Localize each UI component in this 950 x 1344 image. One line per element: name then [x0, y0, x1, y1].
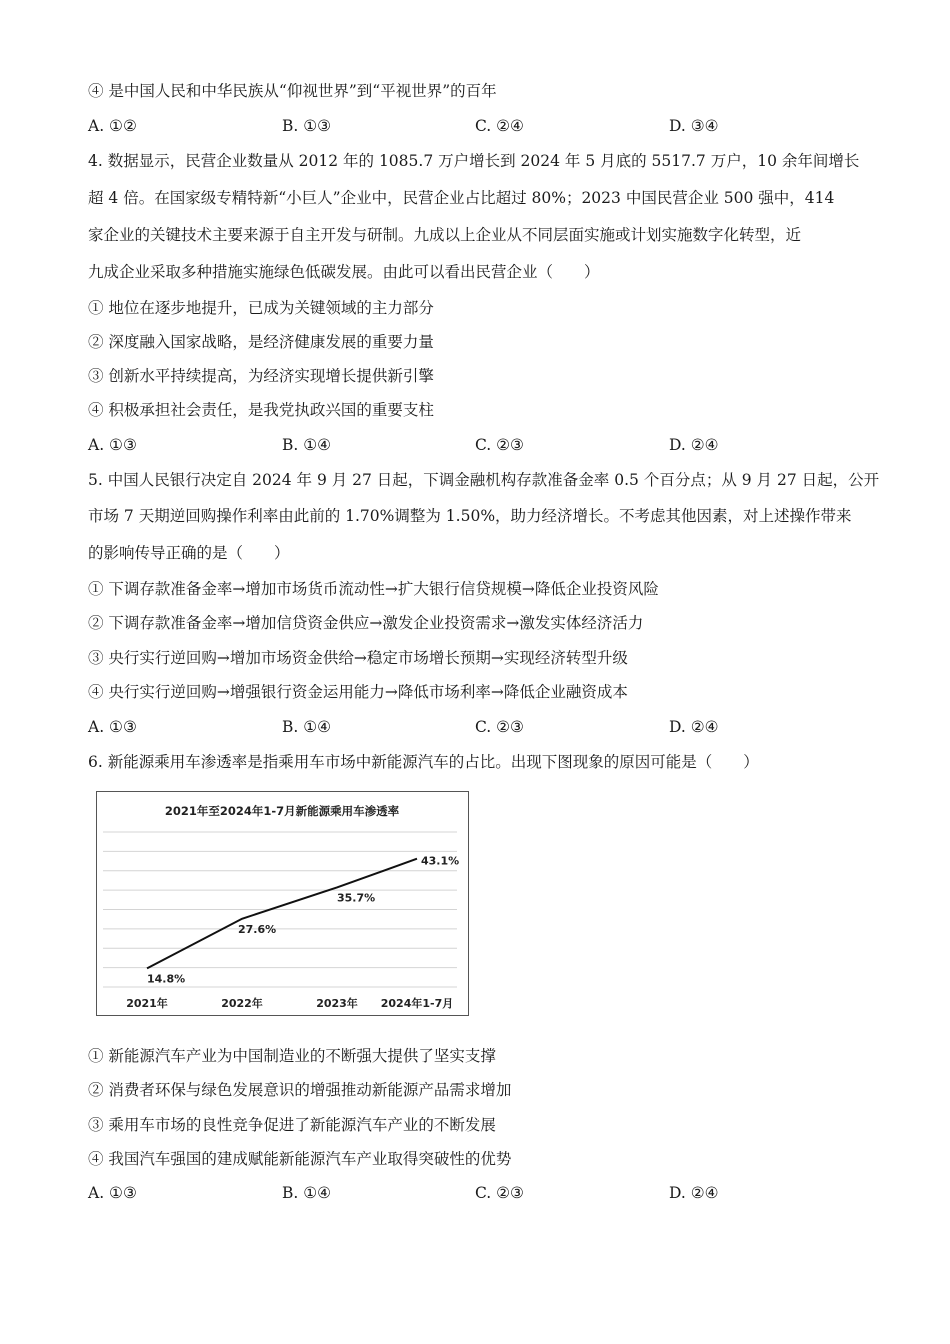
- q5-item-1: ① 下调存款准备金率→增加市场货币流动性→扩大银行信贷规模→降低企业投资风险: [88, 580, 659, 598]
- q5-option-b[interactable]: B. ①④: [282, 718, 332, 736]
- chart-x-tick-label: 2021年: [126, 997, 168, 1010]
- q6-item-4: ④ 我国汽车强国的建成赋能新能源汽车产业取得突破性的优势: [88, 1150, 512, 1168]
- q4-item-4: ④ 积极承担社会责任，是我党执政兴国的重要支柱: [88, 401, 434, 419]
- q6-option-b[interactable]: B. ①④: [282, 1184, 332, 1202]
- q6-option-d[interactable]: D. ②④: [669, 1184, 719, 1202]
- q5-item-2: ② 下调存款准备金率→增加信贷资金供应→激发企业投资需求→激发实体经济活力: [88, 614, 644, 632]
- q6-item-1: ① 新能源汽车产业为中国制造业的不断强大提供了坚实支撑: [88, 1047, 496, 1065]
- chart-data-labels: [147, 855, 459, 986]
- q5-stem-line-3: 的影响传导正确的是（ ）: [88, 544, 290, 562]
- chart-data-label: 14.8%: [147, 972, 186, 986]
- q6-option-a[interactable]: A. ①③: [88, 1184, 137, 1202]
- q5-stem-line-1: 5. 中国人民银行决定自 2024 年 9 月 27 日起，下调金融机构存款准备金率 0.5 个百分点；从 9 月 27 日起，公开: [88, 471, 880, 489]
- chart-x-tick-label: 2022年: [221, 997, 263, 1010]
- q5-option-d[interactable]: D. ②④: [669, 718, 719, 736]
- q4-item-2: ② 深度融入国家战略，是经济健康发展的重要力量: [88, 333, 434, 351]
- q5-option-c[interactable]: C. ②③: [475, 718, 524, 736]
- q3-option-d[interactable]: D. ③④: [669, 117, 719, 135]
- q4-option-b[interactable]: B. ①④: [282, 436, 332, 454]
- q6-option-c[interactable]: C. ②③: [475, 1184, 524, 1202]
- q5-stem-line-2: 市场 7 天期逆回购操作利率由此前的 1.70%调整为 1.50%，助力经济增长。不考虑其他因素，对上述操作带来: [88, 507, 852, 525]
- q6-stem: 6. 新能源乘用车渗透率是指乘用车市场中新能源汽车的占比。出现下图现象的原因可能是（ ）: [88, 753, 759, 771]
- q3-option-a[interactable]: A. ①②: [88, 117, 137, 135]
- q3-item-4: ④ 是中国人民和中华民族从“仰视世界”到“平视世界”的百年: [88, 82, 497, 100]
- chart-data-label: 43.1%: [421, 854, 460, 868]
- q3-options: [88, 115, 878, 137]
- q4-option-d[interactable]: D. ②④: [669, 436, 719, 454]
- chart-x-ticks: [126, 996, 453, 1010]
- q5-option-a[interactable]: A. ①③: [88, 718, 137, 736]
- q4-item-3: ③ 创新水平持续提高，为经济实现增长提供新引擎: [88, 367, 434, 385]
- chart-x-tick-label: 2023年: [316, 997, 358, 1010]
- q5-options: [88, 716, 878, 738]
- q3-option-c[interactable]: C. ②④: [475, 117, 524, 135]
- penetration-line-chart: [96, 791, 469, 1016]
- q6-options: [88, 1182, 878, 1204]
- q3-option-b[interactable]: B. ①③: [282, 117, 332, 135]
- q4-stem-line-1: 4. 数据显示，民营企业数量从 2012 年的 1085.7 万户增长到 2024 年 5 月底的 5517.7 万户，10 余年间增长: [88, 152, 860, 170]
- q4-options: [88, 434, 878, 456]
- chart-canvas: [97, 792, 468, 1015]
- q4-stem-line-2: 超 4 倍。在国家级专精特新“小巨人”企业中，民营企业占比超过 80%；2023 中国民营企业 500 强中，414: [88, 189, 835, 207]
- q4-option-a[interactable]: A. ①③: [88, 436, 137, 454]
- chart-series-line: [147, 859, 417, 969]
- q4-stem-line-3: 家企业的关键技术主要来源于自主开发与研制。九成以上企业从不同层面实施或计划实施数字化转型，近: [88, 226, 802, 244]
- q5-item-4: ④ 央行实行逆回购→增强银行资金运用能力→降低市场利率→降低企业融资成本: [88, 683, 628, 701]
- q4-item-1: ① 地位在逐步地提升，已成为关键领域的主力部分: [88, 299, 434, 317]
- chart-data-label: 27.6%: [238, 922, 277, 936]
- chart-title: 2021年至2024年1-7月新能源乘用车渗透率: [164, 804, 400, 818]
- q6-item-3: ③ 乘用车市场的良性竞争促进了新能源汽车产业的不断发展: [88, 1116, 496, 1134]
- q6-item-2: ② 消费者环保与绿色发展意识的增强推动新能源产品需求增加: [88, 1081, 512, 1099]
- q4-stem-line-4: 九成企业采取多种措施实施绿色低碳发展。由此可以看出民营企业（ ）: [88, 263, 600, 281]
- chart-x-tick-label: 2024年1-7月: [380, 997, 454, 1010]
- chart-data-label: 35.7%: [337, 891, 376, 905]
- q5-item-3: ③ 央行实行逆回购→增加市场资金供给→稳定市场增长预期→实现经济转型升级: [88, 649, 628, 667]
- chart-series: [147, 859, 417, 969]
- q4-option-c[interactable]: C. ②③: [475, 436, 524, 454]
